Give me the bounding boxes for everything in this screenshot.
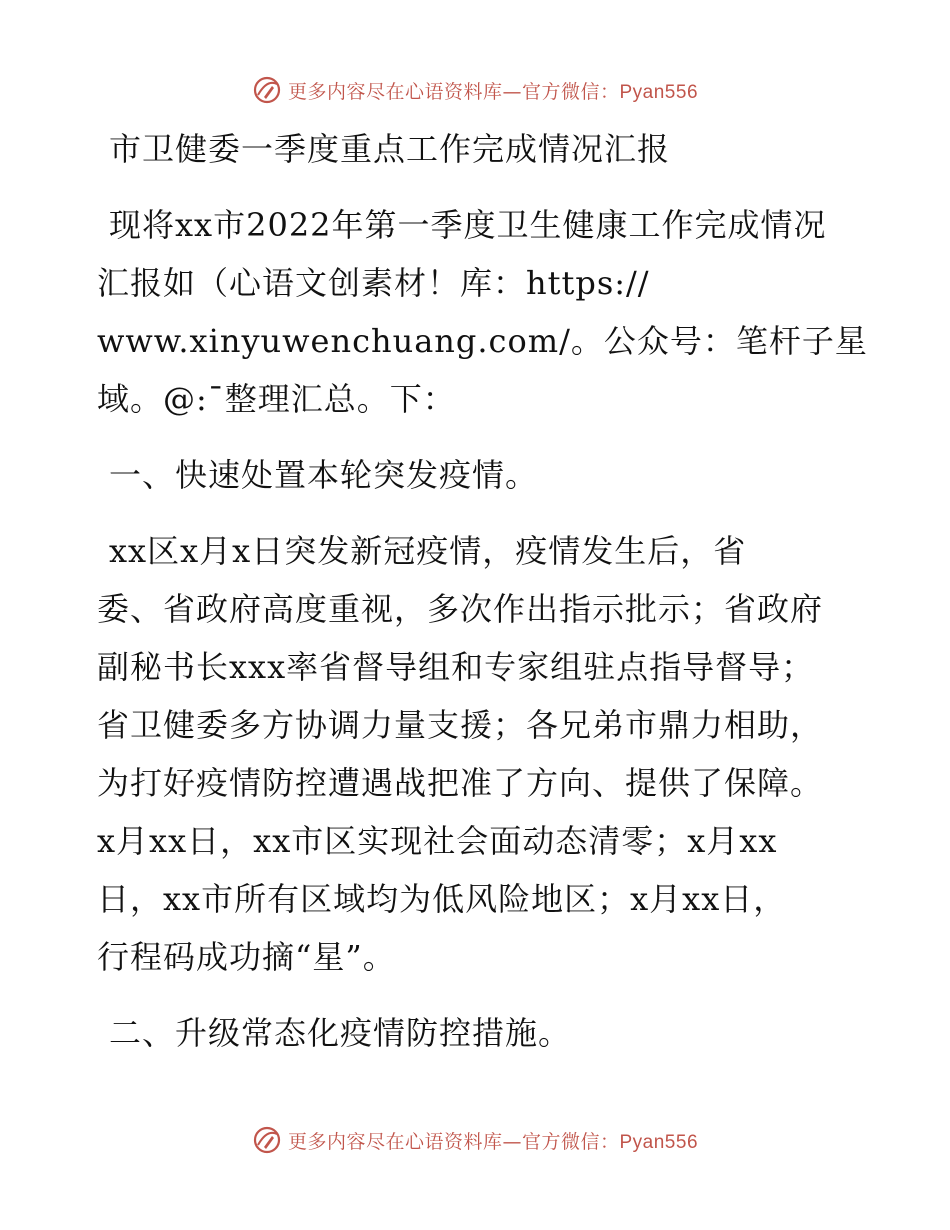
watermark-label: 官方微信： — [521, 80, 620, 103]
intro-line-1: 现将xx市2022年第一季度卫生健康工作完成情况 — [109, 206, 827, 244]
section1-line-5: 为打好疫情防控遭遇战把准了方向、提供了保障。 — [97, 764, 824, 802]
section1-line-3: 副秘书长xxx率省督导组和专家组驻点指导督导； — [97, 648, 815, 686]
section1-heading: 一、快速处置本轮突发疫情。 — [109, 456, 539, 494]
section1-line-4: 省卫健委多方协调力量支援；各兄弟市鼎力相助， — [97, 706, 824, 744]
watermark-separator: — — [502, 1130, 522, 1153]
pen-swirl-logo-icon — [252, 1125, 282, 1155]
watermark-text — [288, 77, 698, 104]
watermark-text — [288, 1127, 698, 1154]
watermark-banner-bottom — [0, 1120, 950, 1160]
watermark-main: 更多内容尽在心语资料库 — [287, 80, 503, 103]
watermark-account: Pyan556 — [619, 1131, 699, 1153]
watermark-separator: — — [502, 80, 522, 103]
watermark-account: Pyan556 — [619, 81, 699, 103]
intro-line-3: www.xinyuwenchuang.com/。公众号：笔杆子星 — [97, 322, 868, 360]
watermark-banner-top — [0, 70, 950, 110]
section1-line-2: 委、省政府高度重视，多次作出指示批示；省政府 — [97, 590, 824, 628]
section1-line-7: 日，xx市所有区域均为低风险地区；x月xx日， — [97, 880, 787, 918]
document-body — [97, 120, 867, 1062]
section1-line-6: x月xx日，xx市区实现社会面动态清零；x月xx — [97, 822, 778, 860]
watermark-label: 官方微信： — [521, 1130, 620, 1153]
section1-line-8: 行程码成功摘“星”。 — [97, 938, 396, 976]
watermark-main: 更多内容尽在心语资料库 — [287, 1130, 503, 1153]
section2-heading: 二、升级常态化疫情防控措施。 — [109, 1014, 572, 1052]
section1-line-1: xx区x月x日突发新冠疫情，疫情发生后，省 — [109, 532, 747, 570]
intro-line-2: 汇报如（心语文创素材！库：https:// — [97, 264, 650, 302]
pen-swirl-logo-icon — [252, 75, 282, 105]
document-title: 市卫健委一季度重点工作完成情况汇报 — [109, 130, 671, 168]
intro-line-4: 域。@:¯整理汇总。下： — [97, 380, 456, 418]
